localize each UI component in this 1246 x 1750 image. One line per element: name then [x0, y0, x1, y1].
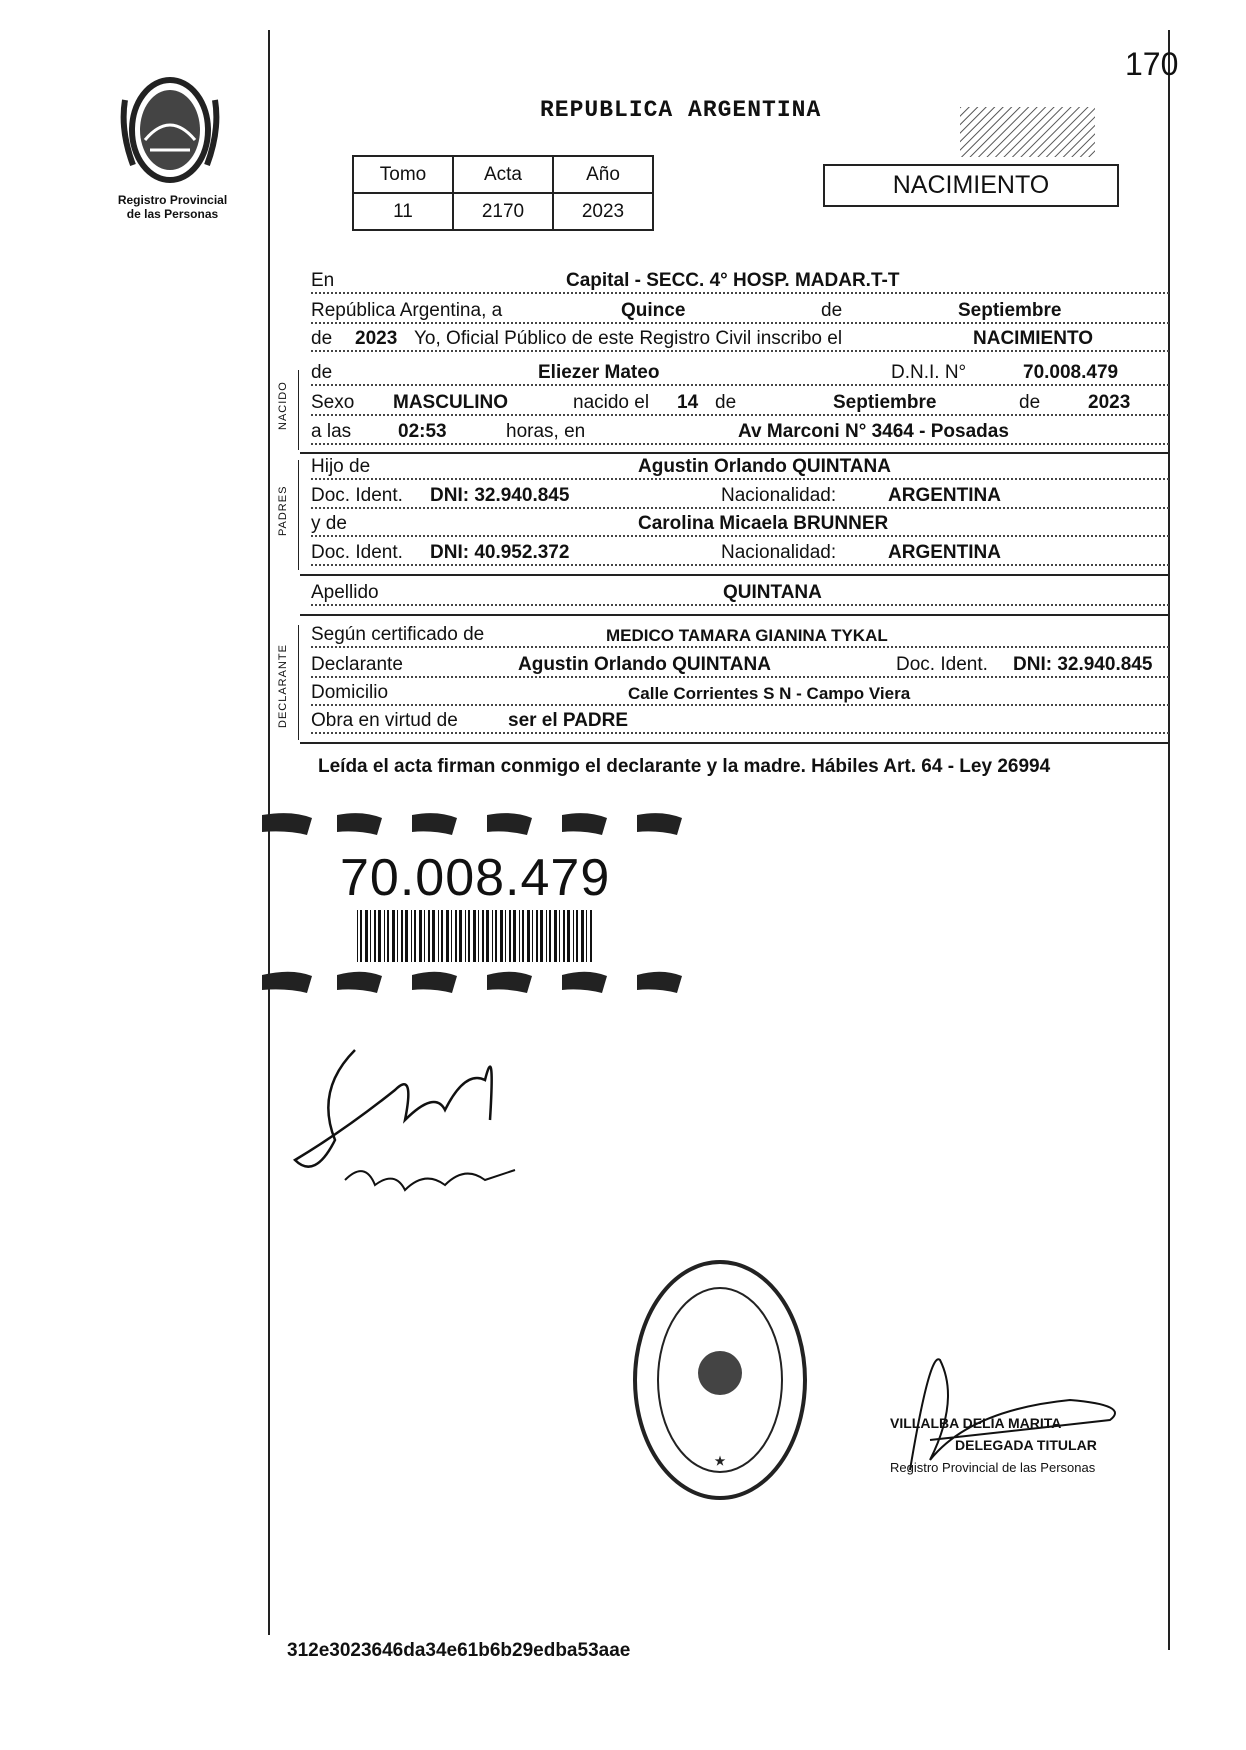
official-registry: Registro Provincial de las Personas [890, 1460, 1096, 1475]
birth-year: 2023 [1088, 392, 1131, 413]
barcode-bar [478, 910, 479, 962]
barcode-bar [581, 910, 584, 962]
table-cell: 11 [353, 193, 453, 230]
form-row-en [311, 272, 1169, 296]
label: de [311, 328, 335, 350]
label: Declarante [311, 654, 406, 676]
barcode-bar [554, 910, 557, 962]
birth-month: Septiembre [833, 392, 937, 413]
table-header: Acta [453, 156, 553, 193]
label: Doc. Ident. [896, 654, 991, 676]
form-row-madre [311, 515, 1169, 539]
barcode-bar [360, 910, 362, 962]
inscribo-value: NACIMIENTO [973, 328, 1093, 349]
form-row-domicilio [311, 684, 1169, 708]
barcode-bar [384, 910, 385, 962]
birth-place: Av Marconi N° 3464 - Posadas [738, 421, 1009, 442]
barcode-bar [392, 910, 395, 962]
month-value: Septiembre [958, 300, 1062, 321]
barcode-bar [438, 910, 439, 962]
form-row-hora [311, 423, 1169, 447]
label: nacido el [573, 392, 652, 414]
year-value: 2023 [355, 328, 398, 349]
official-name: VILLALBA DELIA MARITA [890, 1415, 1062, 1431]
barcode-bar [451, 910, 452, 962]
barcode-bar [370, 910, 371, 962]
label: a las [311, 421, 354, 443]
barcode-bar [374, 910, 376, 962]
mother-signature [285, 1030, 535, 1215]
barcode-bar [401, 910, 403, 962]
form-row-inscribo [311, 330, 1169, 354]
label: Domicilio [311, 682, 391, 704]
barcode-number: 70.008.479 [340, 849, 611, 907]
label: D.N.I. N° [891, 362, 969, 384]
mother-name: Carolina Micaela BRUNNER [638, 513, 889, 534]
barcode-bar [465, 910, 466, 962]
barcode-bar [411, 910, 412, 962]
barcode-bar [468, 910, 470, 962]
label: de [715, 392, 739, 414]
section-rule [300, 452, 1169, 454]
barcode-bar [397, 910, 398, 962]
section-bracket [298, 370, 299, 450]
barcode-bar [540, 910, 543, 962]
barcode-bar [586, 910, 587, 962]
label: Apellido [311, 582, 382, 604]
barcode-bar [505, 910, 506, 962]
birth-time: 02:53 [398, 421, 447, 442]
record-table [352, 155, 654, 231]
document-hash: 312e3023646da34e61b6b29edba53aae [287, 1640, 631, 1661]
child-name: Eliezer Mateo [538, 362, 660, 383]
father-nationality: ARGENTINA [888, 485, 1001, 506]
barcode-bar [459, 910, 462, 962]
table-header: Tomo [353, 156, 453, 193]
certificate-by: MEDICO TAMARA GIANINA TYKAL [606, 626, 888, 645]
svg-text:★: ★ [714, 1454, 726, 1468]
record-type-box: NACIMIENTO [823, 164, 1119, 207]
barcode-bar [536, 910, 538, 962]
closing-note: Leída el acta firman conmigo el declarante y la madre. Hábiles Art. 64 - Ley 26994 [318, 756, 1051, 777]
barcode-bar [387, 910, 389, 962]
registry-caption: Registro Provincial de las Personas [117, 193, 228, 221]
declarant-doc: DNI: 32.940.845 [1013, 654, 1153, 675]
security-hologram [960, 107, 1095, 157]
barcode-bar [432, 910, 435, 962]
mother-doc: DNI: 40.952.372 [430, 542, 570, 563]
misiones-coat-of-arms-logo [115, 70, 225, 190]
father-name: Agustin Orlando QUINTANA [638, 456, 891, 477]
barcode-bar [492, 910, 493, 962]
form-row-nombre [311, 364, 1169, 388]
barcode-bar [513, 910, 516, 962]
label: Doc. Ident. [311, 542, 406, 564]
form-row-padre-doc [311, 487, 1169, 511]
barcode-bar [590, 910, 592, 962]
form-row-sexo [311, 394, 1169, 418]
declarant-name: Agustin Orlando QUINTANA [518, 654, 771, 675]
barcode-bar [509, 910, 511, 962]
label: República Argentina, a [311, 300, 505, 322]
barcode-bar [486, 910, 489, 962]
form-row-obra [311, 712, 1169, 736]
label: Hijo de [311, 456, 373, 478]
barcode-bar [482, 910, 484, 962]
barcode-bar [573, 910, 574, 962]
barcode-bar [455, 910, 457, 962]
barcode-bar [441, 910, 443, 962]
place-value: Capital - SECC. 4° HOSP. MADAR.T-T [566, 270, 900, 291]
barcode-bar [378, 910, 381, 962]
label: En [311, 270, 337, 292]
barcode-bar [532, 910, 533, 962]
barcode-bar [365, 910, 368, 962]
label: Obra en virtud de [311, 710, 461, 732]
table-header: Año [553, 156, 653, 193]
section-rule [300, 614, 1169, 616]
form-row-declarante [311, 656, 1169, 680]
barcode-bar [522, 910, 524, 962]
table-cell: 2170 [453, 193, 553, 230]
label: Nacionalidad: [721, 485, 839, 507]
label: Yo, Oficial Público de este Registro Civil inscribo el [414, 328, 845, 350]
label: de [1019, 392, 1043, 414]
barcode-bar [495, 910, 497, 962]
label: de [311, 362, 335, 384]
barcode-bar [419, 910, 422, 962]
barcode-bar [519, 910, 520, 962]
birth-day: 14 [677, 392, 699, 413]
section-rule [300, 742, 1169, 744]
barcode-bar [428, 910, 430, 962]
father-doc: DNI: 32.940.845 [430, 485, 570, 506]
barcode-bar [473, 910, 476, 962]
form-row-padre [311, 458, 1169, 482]
label: Doc. Ident. [311, 485, 406, 507]
barcode-bar [559, 910, 560, 962]
barcode-bar [567, 910, 570, 962]
barcode-bar [546, 910, 547, 962]
table-cell: 2023 [553, 193, 653, 230]
barcode-bar [446, 910, 449, 962]
label: Nacionalidad: [721, 542, 839, 564]
form-row-apellido [311, 584, 1169, 608]
barcode-bar [549, 910, 551, 962]
section-bracket [298, 460, 299, 570]
capacity-value: ser el PADRE [508, 710, 629, 731]
form-row-certificado [311, 626, 1169, 650]
barcode-bar [576, 910, 578, 962]
section-bracket [298, 625, 299, 740]
document-title: REPUBLICA ARGENTINA [540, 97, 822, 123]
surname-value: QUINTANA [723, 582, 822, 603]
barcode-bar [405, 910, 408, 962]
address-value: Calle Corrientes S N - Campo Viera [628, 684, 911, 703]
barcode-bar [424, 910, 425, 962]
label: Según certificado de [311, 624, 487, 646]
official-seal-stamp [630, 1255, 810, 1510]
barcode-bar [500, 910, 503, 962]
day-value: Quince [621, 300, 686, 321]
label: Sexo [311, 392, 357, 414]
section-rule [300, 574, 1169, 576]
form-row-madre-doc [311, 544, 1169, 568]
label: de [821, 300, 845, 322]
official-title: DELEGADA TITULAR [955, 1437, 1097, 1453]
barcode-bar [414, 910, 416, 962]
barcode-bar [527, 910, 530, 962]
label: y de [311, 513, 350, 535]
label: horas, en [506, 421, 588, 443]
mother-nationality: ARGENTINA [888, 542, 1001, 563]
page-number: 170 [1125, 46, 1179, 82]
form-row-fecha [311, 302, 1169, 326]
barcode-bar [357, 910, 358, 962]
sex-value: MASCULINO [393, 392, 509, 413]
barcode-bar [563, 910, 565, 962]
child-dni: 70.008.479 [1023, 362, 1119, 383]
